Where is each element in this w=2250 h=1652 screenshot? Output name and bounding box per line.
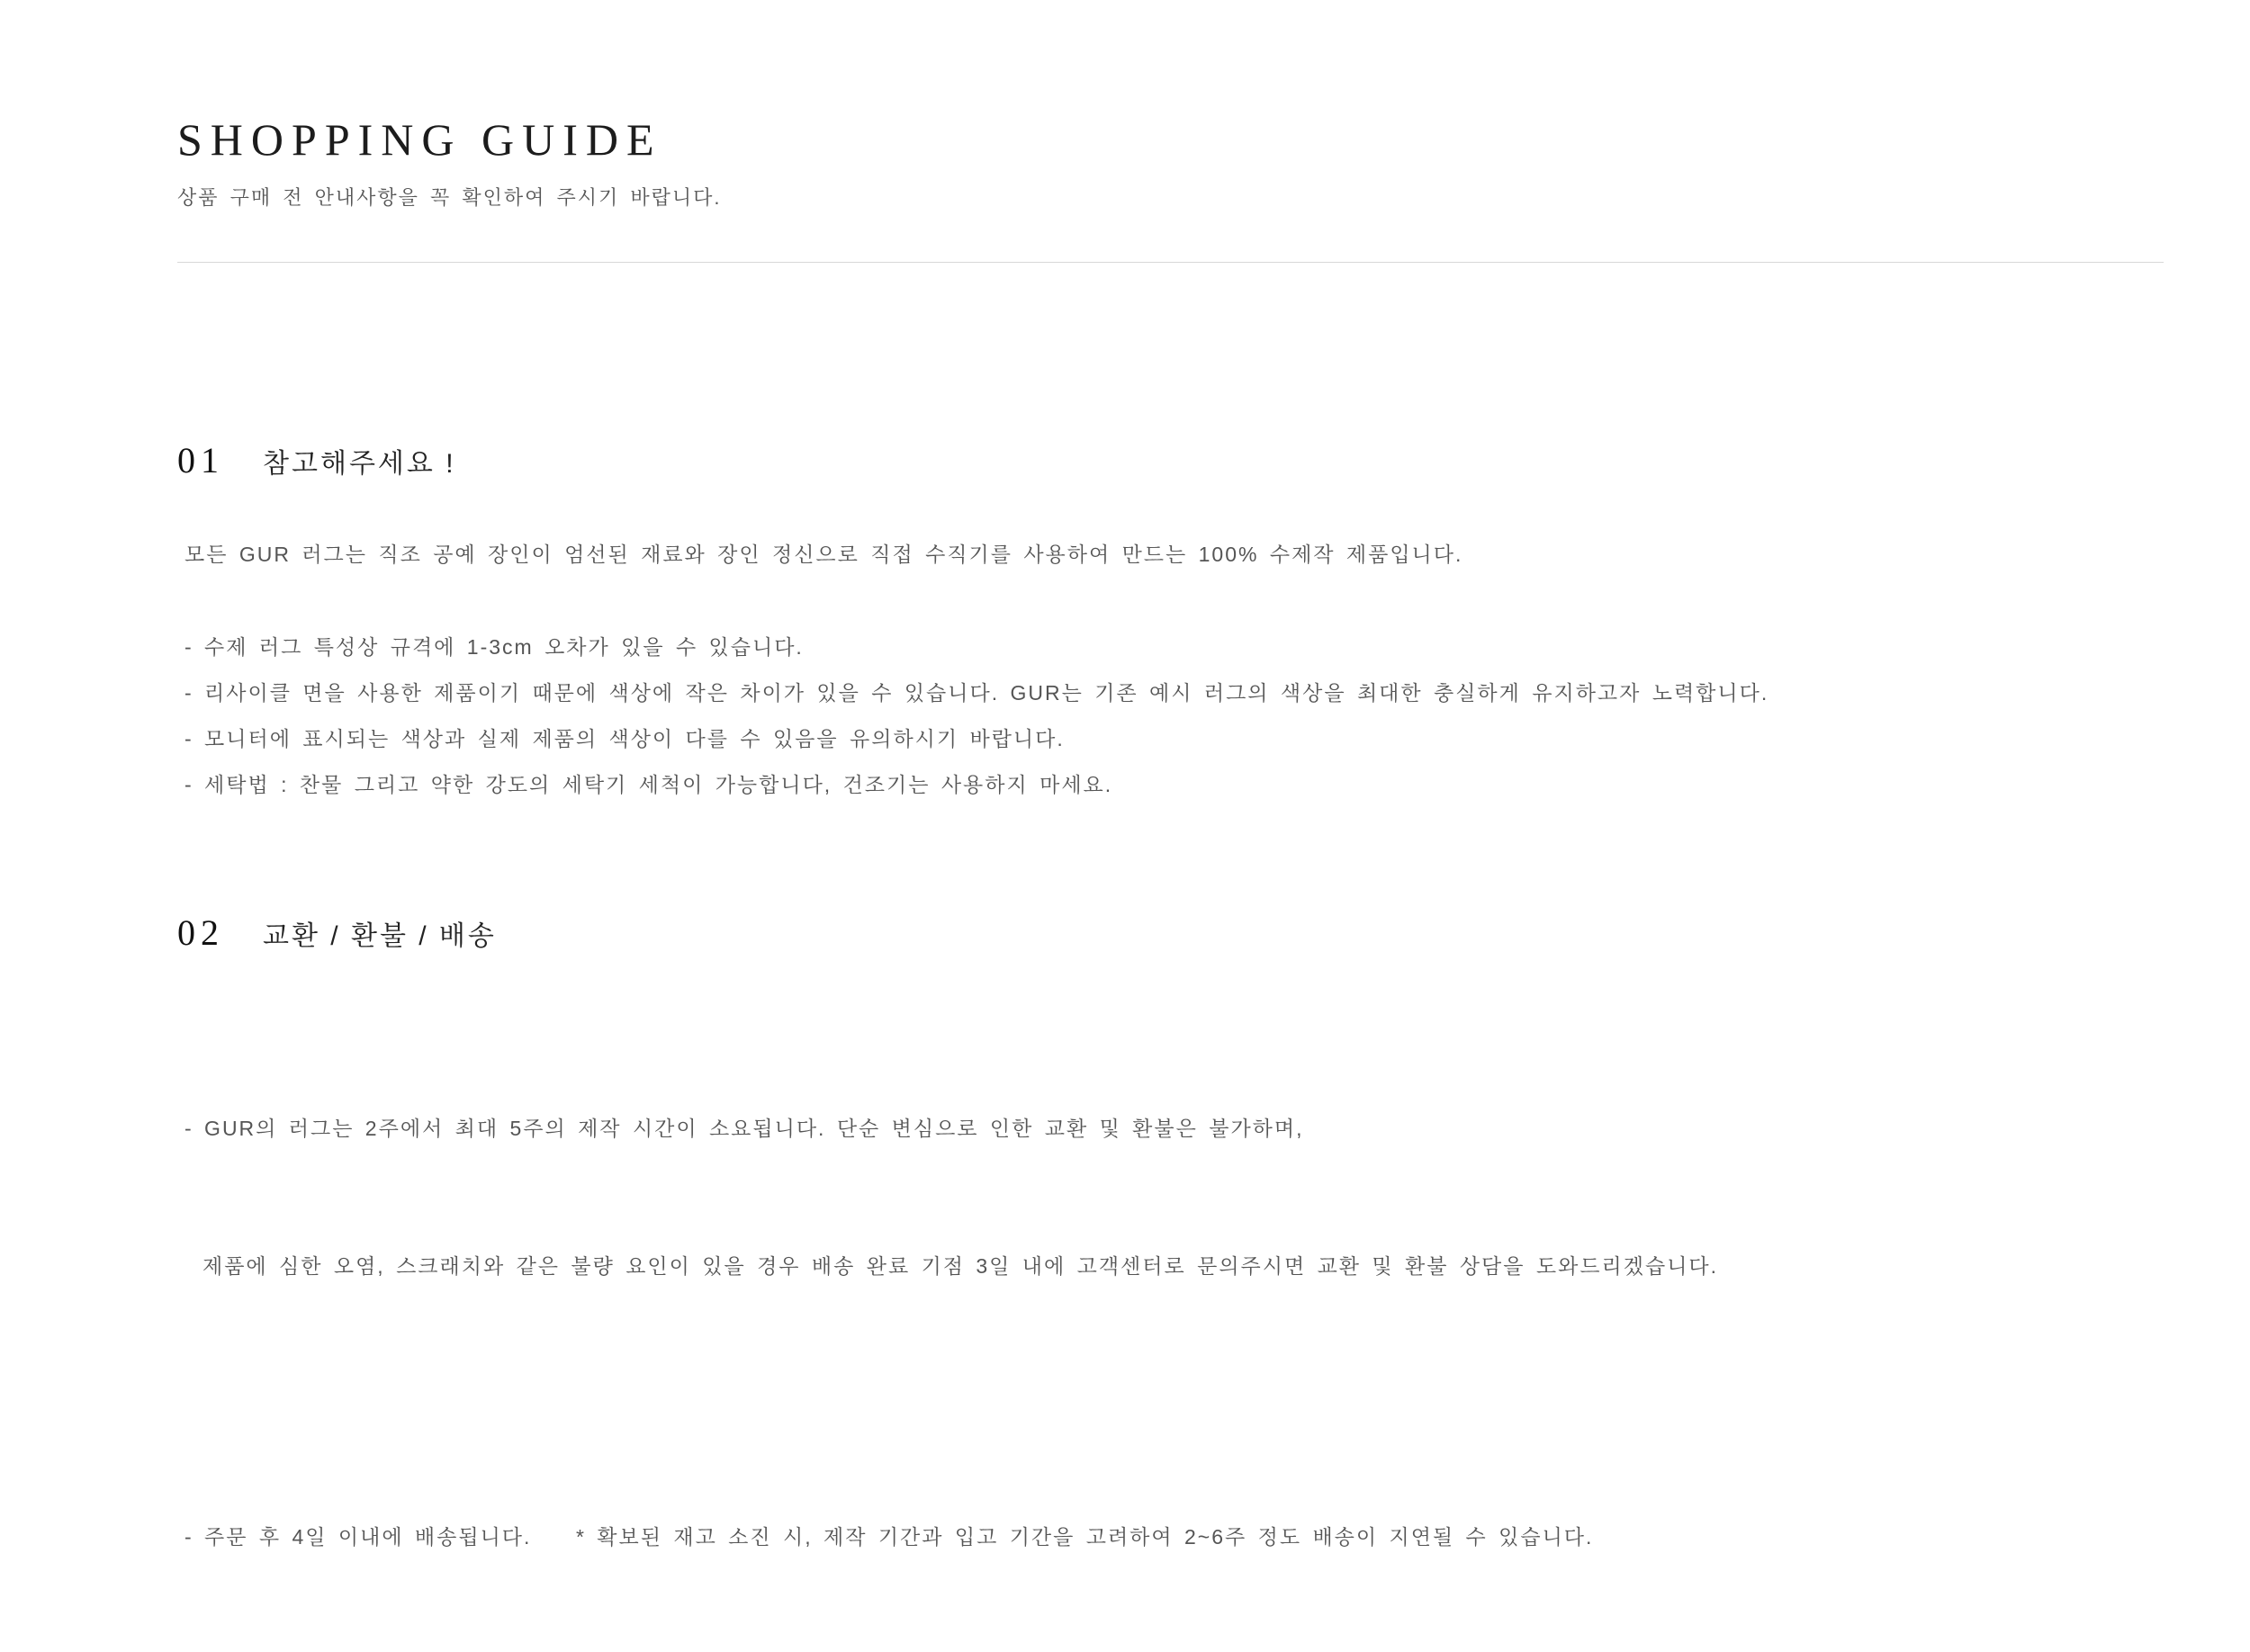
notice-list <box>177 624 2164 808</box>
notice-list-item: - 리사이클 면을 사용한 제품이기 때문에 색상에 작은 차이가 있을 수 있습니다. GUR는 기존 예시 러그의 색상을 최대한 충실하게 유지하고자 노력합니다. <box>184 681 1769 705</box>
exchange-refund-line: 제품에 심한 오염, 스크래치와 같은 불량 요인이 있을 경우 배송 완료 기점 3일 내에 고객센터로 문의주시면 교환 및 환불 상담을 도와드리겠습니다. <box>202 1254 1719 1278</box>
notice-list-item: - 모니터에 표시되는 색상과 실제 제품의 색상이 다를 수 있음을 유의하시기 바랍니다. <box>184 727 1065 750</box>
section-02-title: 교환 / 환불 / 배송 <box>263 921 497 951</box>
section-01-intro: 모든 GUR 러그는 직조 공예 장인이 엄선된 재료와 장인 정신으로 직접 수직기를 사용하여 만드는 100% 수제작 제품입니다. <box>184 543 1463 566</box>
shipping-line: - 주문 후 4일 이내에 배송됩니다. * 확보된 재고 소진 시, 제작 기간과 입고 기간을 고려하여 2~6주 정도 배송이 지연될 수 있습니다. <box>184 1525 1594 1549</box>
section-exchange-refund-shipping <box>177 913 2164 1652</box>
section-01-number: 01 <box>177 440 224 480</box>
page-title: SHOPPING GUIDE <box>177 114 662 165</box>
notice-list-item: - 수제 러그 특성상 규격에 1-3cm 오차가 있을 수 있습니다. <box>184 635 804 659</box>
section-01-title: 참고해주세요 ! <box>263 449 456 479</box>
section-02-heading <box>177 913 2164 956</box>
notice-list-item: - 세탁법 : 찬물 그리고 약한 강도의 세탁기 세척이 가능합니다, 건조기는 사용하지 마세요. <box>184 773 1113 796</box>
page-subtitle: 상품 구매 전 안내사항을 꼭 확인하여 주시기 바랍니다. <box>177 186 722 209</box>
exchange-refund-paragraph <box>184 1014 2164 1381</box>
section-01-heading <box>177 441 2164 484</box>
header-divider <box>177 262 2164 263</box>
section-notice <box>177 441 2164 808</box>
section-02-number: 02 <box>177 912 224 953</box>
page-header <box>177 115 2164 211</box>
shipping-paragraph <box>184 1423 2164 1652</box>
exchange-refund-line: - GUR의 러그는 2주에서 최대 5주의 제작 시간이 소요됩니다. 단순 변심으로 인한 교환 및 환불은 불가하며, <box>184 1117 1304 1140</box>
